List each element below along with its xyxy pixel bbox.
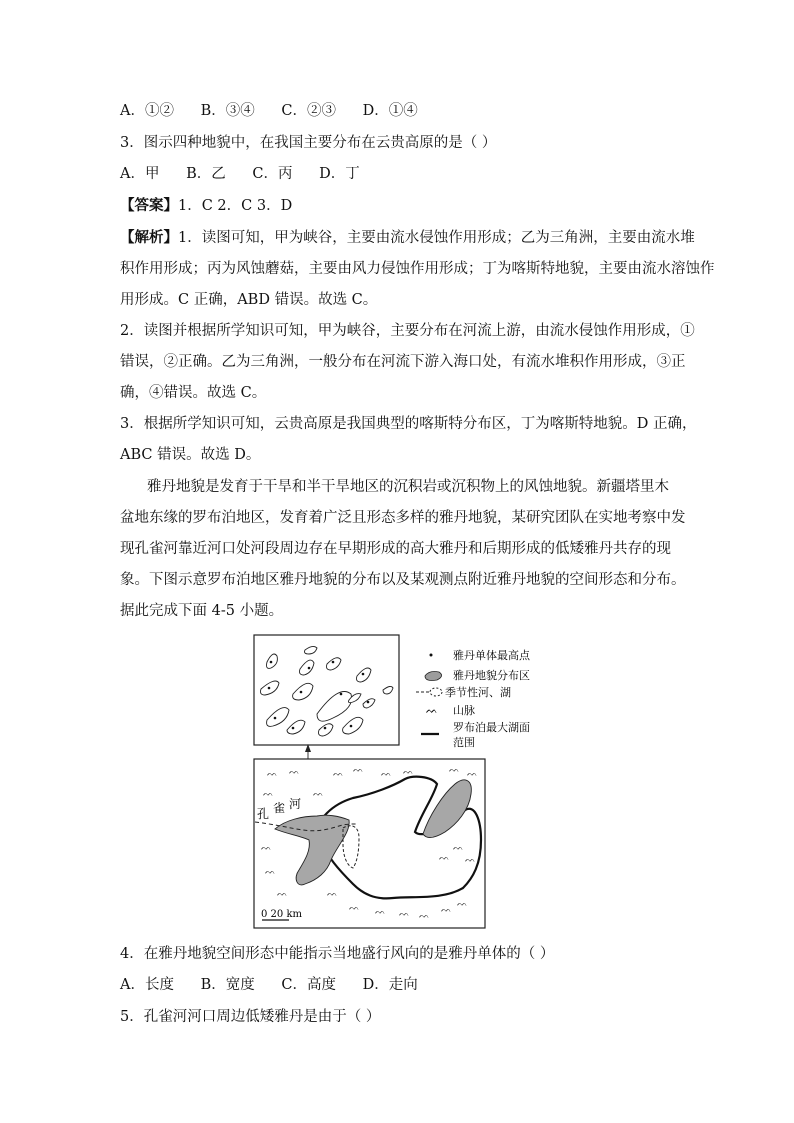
main-map-frame [254, 759, 485, 928]
answer-label: 【答案】 [120, 197, 178, 214]
svg-text:ᨓ: ᨓ [261, 843, 272, 853]
analysis-p3-line-2: ABC 错误。故选 D。 [120, 447, 261, 463]
svg-text:ᨓ: ᨓ [353, 765, 364, 775]
legend-yardang-area-symbol [425, 672, 442, 681]
svg-text:ᨓ: ᨓ [375, 907, 386, 917]
q5-stem: 5．孔雀河河口周边低矮雅丹是由于（ ） [120, 1009, 381, 1025]
q4-option-b: B．宽度 [200, 977, 255, 993]
legend-mountain-symbol: ᨓ [426, 705, 438, 716]
q3-option-c: C．丙 [252, 166, 293, 182]
passage-line-3: 现孔雀河靠近河口处河段周边存在早期形成的高大雅丹和后期形成的低矮雅丹共存的现 [120, 541, 671, 557]
q3-option-b: B．乙 [186, 166, 226, 182]
svg-text:ᨓ: ᨓ [467, 769, 478, 779]
analysis-p1-line-3: 用形成。C 正确，ABD 错误。故选 C。 [120, 292, 378, 308]
answer-line [120, 196, 292, 216]
svg-text:ᨓ: ᨓ [267, 769, 278, 779]
q4-stem: 4．在雅丹地貌空间形态中能指示当地盛行风向的是雅丹单体的（ ） [120, 946, 555, 962]
legend-seasonal-river-label: 季节性河、湖 [445, 686, 511, 699]
svg-text:ᨓ: ᨓ [289, 767, 300, 777]
svg-text:ᨓ: ᨓ [333, 769, 344, 779]
analysis-label: 【解析】 [120, 229, 178, 246]
passage-line-2: 盆地东缘的罗布泊地区，发育着广泛且形态多样的雅丹地貌，某研究团队在实地考察中发 [120, 510, 686, 526]
analysis-p2-line-2: 错误，②正确。乙为三角洲，一般分布在河流下游入海口处，有流水堆积作用形成，③正 [120, 354, 686, 370]
passage-line-1: 雅丹地貌是发育于干旱和半干旱地区的沉积岩或沉积物上的风蚀地貌。新疆塔里木 [147, 479, 669, 495]
q2-option-d: D．①④ [362, 103, 418, 119]
legend-max-lake-label-1: 罗布泊最大湖面 [453, 721, 530, 734]
q4-option-c: C．高度 [281, 977, 336, 993]
q3-options [120, 164, 382, 184]
legend-yardang-area-label: 雅丹地貌分布区 [453, 669, 530, 682]
legend-seasonal-lake-symbol [430, 688, 442, 696]
q4-option-d: D．走向 [362, 977, 418, 993]
legend-mountain-label: 山脉 [453, 704, 475, 717]
analysis-line-1 [120, 228, 695, 248]
svg-text:ᨓ: ᨓ [399, 909, 410, 919]
svg-text:ᨓ: ᨓ [277, 889, 288, 899]
svg-text:ᨓ: ᨓ [403, 767, 414, 777]
svg-text:ᨓ: ᨓ [441, 905, 452, 915]
lop-nur-yardang-map [253, 634, 530, 930]
svg-text:ᨓ: ᨓ [457, 899, 468, 909]
svg-text:ᨓ: ᨓ [263, 789, 274, 799]
svg-text:ᨓ: ᨓ [349, 903, 360, 913]
svg-text:ᨓ: ᨓ [453, 843, 464, 853]
q2-option-a: A．①② [120, 103, 174, 119]
answer-text: 1．C 2．C 3．D [178, 198, 293, 214]
q3-stem: 3．图示四种地貌中，在我国主要分布在云贵高原的是（ ） [120, 135, 497, 151]
analysis-p1-line-1: 1．读图可知，甲为峡谷，主要由流水侵蚀作用形成；乙为三角洲，主要由流水堆 [178, 230, 695, 246]
scale-label: 0 20 km [261, 909, 302, 920]
q3-option-a: A．甲 [120, 166, 160, 182]
river-label-char-2: 雀 [273, 801, 286, 815]
legend-peak-symbol [430, 654, 433, 657]
q4-options [120, 975, 440, 995]
analysis-p3-line-1: 3．根据所学知识可知，云贵高原是我国典型的喀斯特分布区，丁为喀斯特地貌。D 正确， [120, 416, 697, 432]
svg-text:ᨓ: ᨓ [465, 855, 476, 865]
svg-text:ᨓ: ᨓ [439, 853, 450, 863]
passage-line-5: 据此完成下面 4-5 小题。 [120, 603, 284, 619]
svg-text:ᨓ: ᨓ [381, 769, 392, 779]
river-label-char-3: 河 [289, 797, 302, 811]
legend [416, 648, 531, 749]
analysis-p2-line-1: 2．读图并根据所学知识可知，甲为峡谷，主要分布在河流上游，由流水侵蚀作用形成，① [120, 323, 695, 339]
svg-text:ᨓ: ᨓ [313, 789, 324, 799]
legend-peak-label: 雅丹单体最高点 [453, 649, 530, 662]
q3-option-d: D．丁 [319, 166, 360, 182]
river-label-char-1: 孔 [257, 807, 270, 821]
passage-line-4: 象。下图示意罗布泊地区雅丹地貌的分布以及某观测点附近雅丹地貌的空间形态和分布。 [120, 572, 686, 588]
q4-option-a: A．长度 [120, 977, 174, 993]
analysis-p2-line-3: 确，④错误。故选 C。 [120, 385, 267, 401]
svg-text:ᨓ: ᨓ [327, 889, 338, 899]
svg-text:ᨓ: ᨓ [449, 765, 460, 775]
analysis-p1-line-2: 积作用形成；丙为风蚀蘑菇，主要由风力侵蚀作用形成；丁为喀斯特地貌，主要由流水溶蚀作 [120, 261, 715, 277]
legend-max-lake-label-2: 范围 [453, 736, 475, 749]
svg-text:ᨓ: ᨓ [419, 911, 430, 921]
q2-option-b: B．③④ [200, 103, 255, 119]
q2-option-c: C．②③ [281, 103, 336, 119]
svg-text:ᨓ: ᨓ [265, 867, 276, 877]
q2-options [120, 101, 440, 121]
